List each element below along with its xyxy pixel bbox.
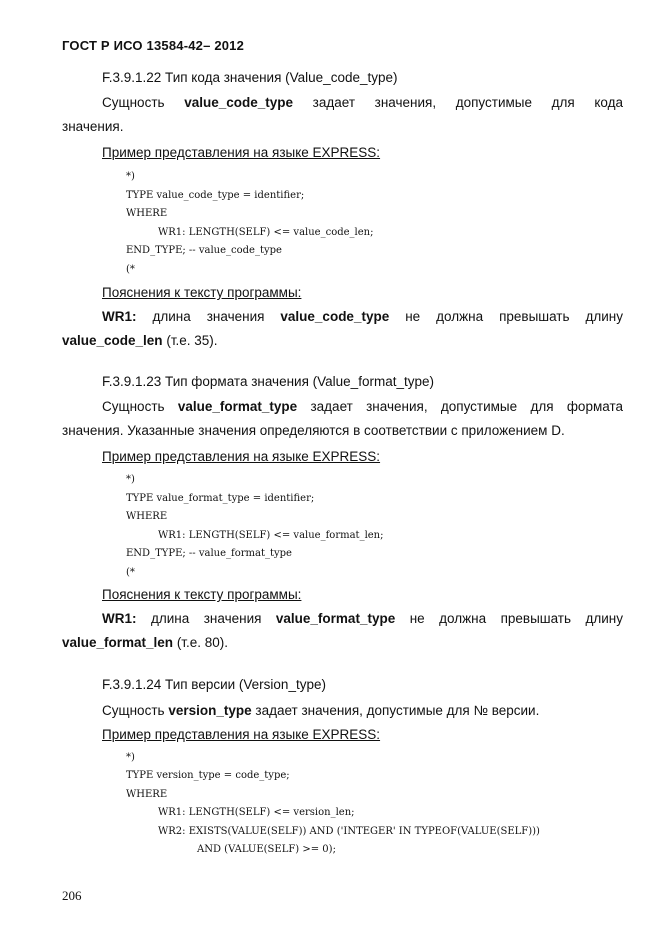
entity-paragraph	[62, 395, 623, 443]
code-line: WR1: LENGTH(SELF) <= version_len;	[158, 807, 355, 818]
entity-name: value_format_type	[177, 399, 298, 414]
entity-paragraph	[62, 91, 623, 139]
code-line: WHERE	[126, 511, 168, 522]
code-line: (*	[126, 567, 135, 578]
code-line: WR1: LENGTH(SELF) <= value_format_len;	[158, 530, 384, 541]
entity-paragraph: Сущность version_type задает значения, допустимые для № версии.	[102, 703, 540, 718]
code-line: WR2: EXISTS(VALUE(SELF)) AND ('INTEGER' IN TYPEOF(VALUE(SELF)))	[158, 826, 540, 837]
code-line: TYPE version_type = code_type;	[126, 770, 290, 781]
example-label: Пример представления на языке EXPRESS:	[102, 449, 381, 464]
rule-term: value_code_type	[280, 309, 390, 324]
explanation-label: Пояснения к тексту программы:	[102, 587, 302, 602]
entity-paragraph-line: Сущность value_format_type задает значения, допустимые для формата	[102, 399, 623, 414]
entity-paragraph-line: значения.	[62, 119, 124, 134]
code-line: TYPE value_format_type = identifier;	[126, 493, 315, 504]
section-heading: F.3.9.1.23 Тип формата значения (Value_format_type)	[102, 374, 434, 389]
code-line: AND (VALUE(SELF) >= 0);	[197, 844, 336, 855]
code-line: END_TYPE; -- value_code_type	[126, 245, 282, 256]
section-heading: F.3.9.1.24 Тип версии (Version_type)	[102, 677, 326, 692]
page-number: 206	[62, 888, 82, 903]
code-line: *)	[126, 752, 135, 763]
explanation-label: Пояснения к тексту программы:	[102, 285, 302, 300]
entity-paragraph-line: Сущность value_code_type задает значения, допустимые для кода	[102, 95, 623, 110]
rule-paragraph-line: WR1: длина значения value_code_type не должна превышать длину	[102, 309, 623, 324]
rule-term: value_format_type	[275, 611, 396, 626]
rule-paragraph-line: WR1: длина значения value_format_type не должна превышать длину	[102, 611, 623, 626]
rule-paragraph-line: value_format_len (т.е. 80).	[62, 635, 229, 650]
entity-name: version_type	[168, 703, 252, 718]
section-heading: F.3.9.1.22 Тип кода значения (Value_code_type)	[102, 70, 398, 85]
code-line: END_TYPE; -- value_format_type	[126, 548, 292, 559]
code-line: (*	[126, 264, 135, 275]
document-header: ГОСТ Р ИСО 13584-42– 2012	[62, 38, 245, 53]
code-line: *)	[126, 171, 135, 182]
code-line: WR1: LENGTH(SELF) <= value_code_len;	[158, 227, 374, 238]
code-line: WHERE	[126, 208, 168, 219]
example-label: Пример представления на языке EXPRESS:	[102, 727, 381, 742]
rule-paragraph	[62, 305, 623, 353]
code-line: *)	[126, 474, 135, 485]
rule-paragraph-line: value_code_len (т.е. 35).	[62, 333, 218, 348]
rule-paragraph	[62, 607, 623, 655]
example-label: Пример представления на языке EXPRESS:	[102, 145, 381, 160]
code-line: TYPE value_code_type = identifier;	[126, 190, 305, 201]
entity-name: value_code_type	[184, 95, 294, 110]
code-line: WHERE	[126, 789, 168, 800]
entity-paragraph-line: значения. Указанные значения определяются в соответствии с приложением D.	[62, 423, 565, 438]
